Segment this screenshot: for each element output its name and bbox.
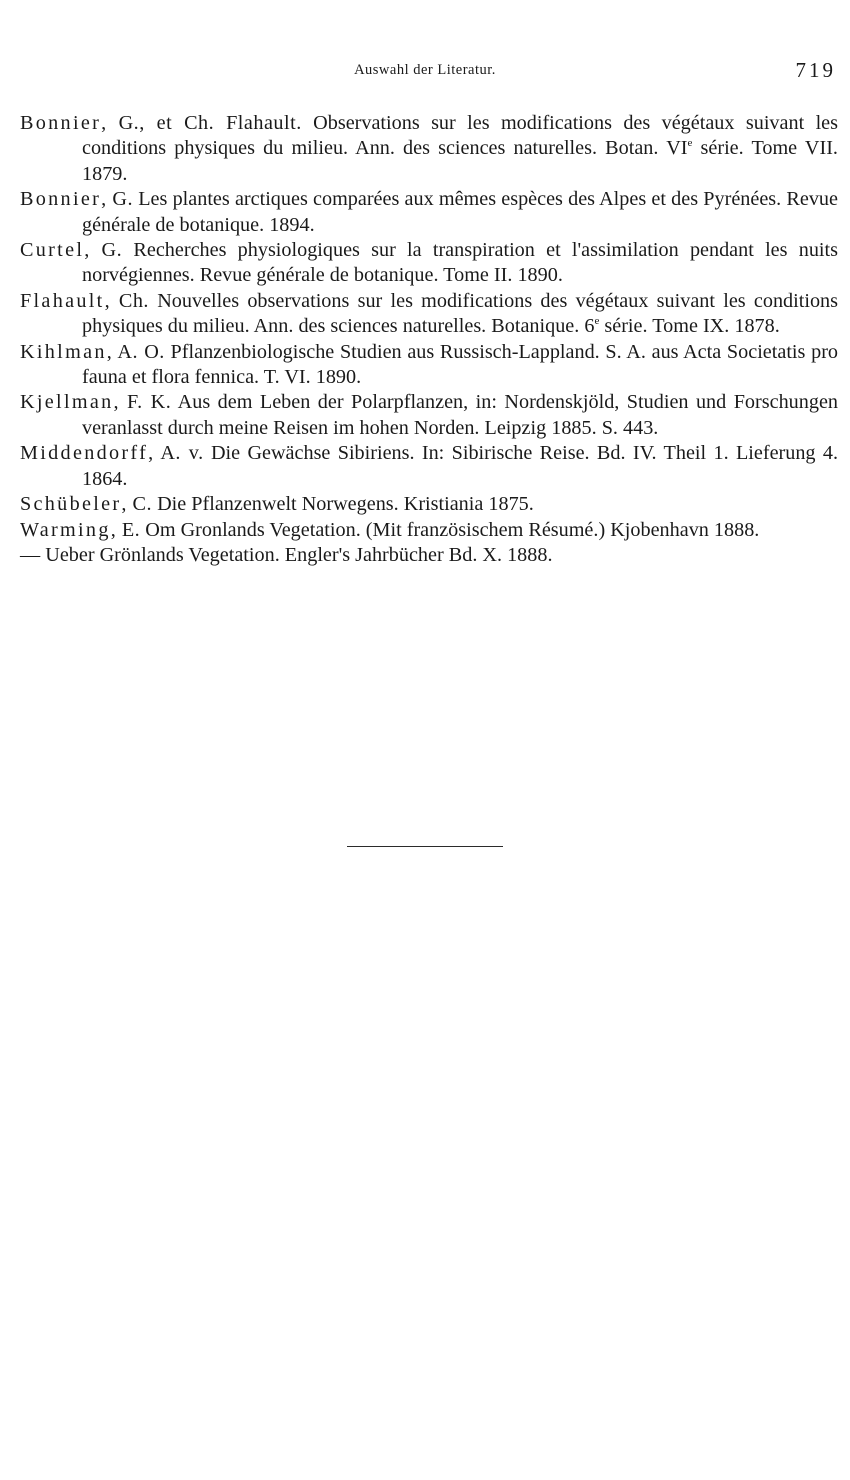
entry-author: Schübeler <box>20 493 122 516</box>
running-head: Auswahl der Literatur. <box>354 62 496 78</box>
entry-text: Nouvelles observations sur les modifications des végétaux suivant les conditions physiques du milieu. Ann. des sciences naturelles. Botanique. 6 <box>82 289 839 338</box>
section-end-rule <box>347 846 503 847</box>
bibliography-entry-bonnier-1894 <box>20 187 838 238</box>
page-number: 719 <box>795 58 836 82</box>
entry-text: Les plantes arctiques comparées aux mêmes espèces des Alpes et des Pyrénées. Revue générale de botanique. 1894. <box>82 188 838 236</box>
entry-text: Die Gewächse Sibiriens. In: Sibirische Reise. Bd. IV. Theil 1. Lieferung 4. 1864. <box>82 442 838 490</box>
entry-text: Aus dem Leben der Polarpflanzen, in: Nordenskjöld, Studien und Forschungen veranlasst durch meine Reisen im hohen Norden. Leipzig 1885. S. 443. <box>82 391 838 439</box>
entry-author-given: , E. <box>110 518 141 541</box>
entry-author: Warming <box>20 518 111 541</box>
entry-author-given: , C. <box>121 493 153 516</box>
entry-text-continued: série. Tome IX. 1878. <box>599 315 780 338</box>
bibliography-entry-warming-ueber-1888 <box>20 543 838 568</box>
entry-author: Kjellman <box>20 391 114 414</box>
entry-text: Om Gronlands Vegetation. (Mit französischem Résumé.) Kjobenhavn 1888. <box>145 518 760 541</box>
bibliography-entry-middendorff-1864 <box>20 441 838 492</box>
entry-text: Pflanzenbiologische Studien aus Russisch-Lappland. S. A. aus Acta Societatis pro fauna et flora fennica. T. VI. 1890. <box>82 340 839 389</box>
entry-author-given: , Ch. <box>104 289 149 312</box>
bibliography-entry-kihlman-1890 <box>20 340 838 391</box>
entry-author-given: , A. v. <box>148 442 204 465</box>
bibliography-entry-kjellman-1885 <box>20 390 838 441</box>
entry-author: Flahault <box>20 289 105 312</box>
bibliography-entry-flahault-1878 <box>20 289 838 340</box>
entry-author: Middendorff <box>20 442 149 465</box>
entry-text-continued: série. Tome VII. 1879. <box>82 137 838 185</box>
entry-author-given: , G. <box>84 239 123 262</box>
entry-text: Observations sur les modifications des végétaux suivant les conditions physiques du milieu. Ann. des sciences naturelles. Botan. VI <box>82 112 839 160</box>
entry-author: Bonnier <box>20 188 102 211</box>
entry-author: Kihlman <box>20 340 107 363</box>
entry-author: Bonnier <box>20 112 102 134</box>
entry-text: Ueber Grönlands Vegetation. Engler's Jahrbücher Bd. X. 1888. <box>45 543 553 566</box>
entry-author-given: , A. O. <box>106 340 165 363</box>
entry-author-given: , G. <box>101 188 134 211</box>
bibliography-entry-curtel-1890 <box>20 238 838 289</box>
bibliography-list <box>20 111 838 568</box>
bibliography-entry-bonnier-flahault-1879 <box>20 111 838 187</box>
entry-superscript: e <box>594 315 600 328</box>
entry-author-given: , G., et Ch. Flahault. <box>101 112 302 134</box>
entry-superscript: e <box>687 137 693 150</box>
bibliography-entry-schubeler-1875 <box>20 492 838 517</box>
entry-author: Curtel <box>20 239 85 262</box>
entry-text: Recherches physiologiques sur la transpiration et l'assimilation pendant les nuits norvégiennes. Revue générale de botanique. Tome II. 1890. <box>82 239 838 287</box>
entry-text: Die Pflanzenwelt Norwegens. Kristiania 1875. <box>157 493 534 516</box>
bibliography-entry-warming-1888 <box>20 518 838 543</box>
entry-ditto-dash: — <box>20 543 41 566</box>
entry-author-given: , F. K. <box>113 391 172 414</box>
